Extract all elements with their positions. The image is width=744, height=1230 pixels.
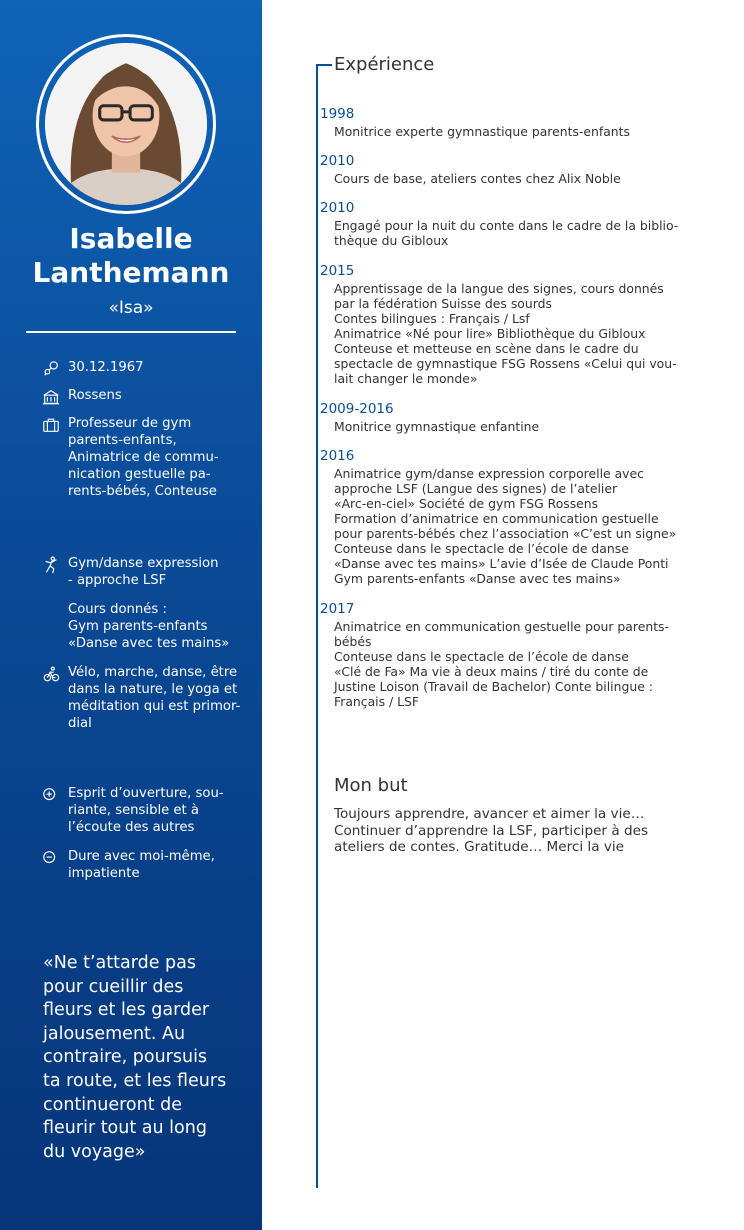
- info-birthdate: [42, 359, 257, 378]
- info-hobbies: [42, 664, 257, 732]
- last-name: Lanthemann: [32, 256, 230, 289]
- profile-sidebar: [0, 0, 262, 1230]
- experience-desc: Apprentissage de la langue des signes, cours donnés par la fédération Suisse des sourds Contes bilingues : Français / Lsf Animatrice «Né pour lire» Bibliothèque du Gibloux Conteuse et metteuse en scène dans le cadre du spectacle de gymnastique FSG Rossens «Celui qui vou- lait changer le monde»: [334, 281, 677, 386]
- building-icon: [42, 387, 68, 406]
- profession-text: Professeur de gym parents-enfants, Animatrice de commu- nication gestuelle pa- rents-bébés, Conteuse: [68, 416, 219, 499]
- timeline-line: [316, 64, 318, 1188]
- experience-item: [320, 601, 690, 709]
- quote-text: «Ne t’attarde pas pour cueillir des fleurs et les garder jalousement. Au contraire, poursuis ta route, et les fleurs continueront de fleurir tout au long du voyage»: [43, 953, 227, 1162]
- courses-text: Cours donnés : Gym parents-enfants «Danse avec tes mains»: [68, 602, 230, 651]
- goal-text: Toujours apprendre, avancer et aimer la vie… Continuer d’apprendre la LSF, participer à des ateliers de contes. Gratitude… Merci la vie: [334, 806, 649, 855]
- experience-year: 2016: [320, 448, 355, 464]
- info-location: [42, 387, 257, 406]
- experience-year: 2015: [320, 263, 355, 279]
- activity-text: Gym/danse expression - approche LSF: [68, 556, 219, 588]
- plus-circle-icon: [42, 785, 68, 836]
- briefcase-icon: [42, 415, 68, 500]
- sidebar-divider: [26, 331, 236, 333]
- experience-item: [320, 153, 690, 186]
- experience-year: 2010: [320, 200, 355, 216]
- dancer-icon: [42, 555, 68, 589]
- experience-year: 2010: [320, 153, 355, 169]
- experience-desc: Cours de base, ateliers contes chez Alix Noble: [334, 171, 621, 186]
- info-profession: [42, 415, 257, 500]
- experience-desc: Engagé pour la nuit du conte dans le cadre de la biblio- thèque du Gibloux: [334, 218, 679, 248]
- strengths-text: Esprit d’ouverture, sou- riante, sensible et à l’écoute des autres: [68, 786, 224, 835]
- info-strengths: [42, 785, 257, 836]
- first-name: Isabelle: [69, 222, 193, 255]
- experience-item: [320, 448, 690, 586]
- experience-year: 2009-2016: [320, 401, 394, 417]
- experience-desc: Monitrice gymnastique enfantine: [334, 419, 540, 434]
- experience-desc: Animatrice en communication gestuelle pour parents- bébés Conteuse dans le spectacle de l’école de danse «Clé de Fa» Ma vie à deux mains / tiré du conte de Justine Loison (Travail de Bachelor) Conte bilingue : Français / LSF: [334, 619, 669, 709]
- portrait-photo: [45, 43, 207, 205]
- birthdate-text: 30.12.1967: [68, 360, 144, 375]
- experience-title: Expérience: [334, 54, 435, 75]
- experience-year: 1998: [320, 106, 355, 122]
- profile-photo-frame: [36, 34, 216, 214]
- experience-item: [320, 263, 690, 386]
- hobbies-icon: [42, 664, 68, 732]
- weaknesses-text: Dure avec moi-même, impatiente: [68, 849, 215, 881]
- experience-item: [320, 106, 690, 139]
- baby-rattle-icon: [42, 359, 68, 378]
- hobbies-text: Vélo, marche, danse, être dans la nature, le yoga et méditation qui est primor- dial: [68, 665, 241, 731]
- experience-item: [320, 200, 690, 248]
- info-courses: [42, 601, 257, 652]
- profile-name: [0, 222, 262, 290]
- experience-item: [320, 401, 690, 434]
- minus-circle-icon: [42, 848, 68, 882]
- experience-desc: Monitrice experte gymnastique parents-enfants: [334, 124, 630, 139]
- location-text: Rossens: [68, 388, 122, 403]
- experience-year: 2017: [320, 601, 355, 617]
- experience-desc: Animatrice gym/danse expression corporelle avec approche LSF (Langue des signes) de l’atelier «Arc-en-ciel» Société de gym FSG Rossens Formation d’animatrice en communication gestuelle pour parents-bébés chez l’association «C’est un signe» Conteuse dans le spectacle de l’école de danse «Danse avec tes mains» L’avie d’Isée de Claude Ponti Gym parents-enfants «Danse avec tes mains»: [334, 466, 677, 586]
- info-activity: [42, 555, 257, 589]
- info-weaknesses: [42, 848, 257, 882]
- nickname: «Isa»: [108, 298, 154, 318]
- profile-photo: [45, 43, 207, 205]
- timeline-tick: [316, 64, 332, 66]
- goal-title: Mon but: [334, 775, 408, 796]
